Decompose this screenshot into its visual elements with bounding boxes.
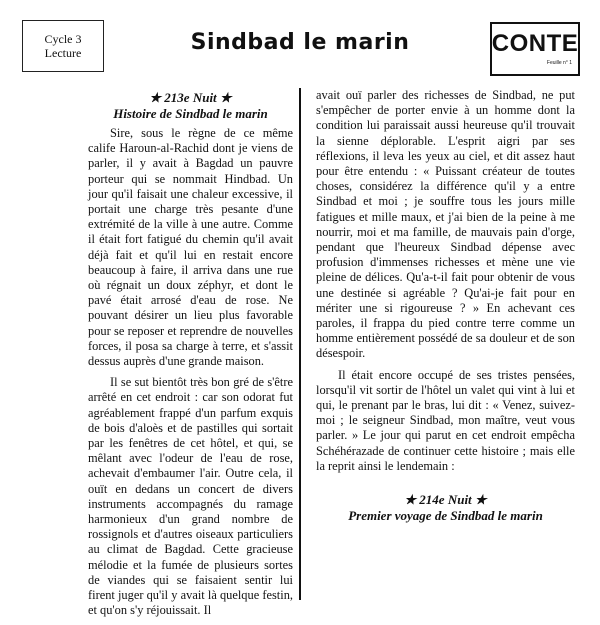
conte-label: CONTE xyxy=(491,30,579,57)
sheet-number: Feuille n° 1 xyxy=(546,60,572,66)
paragraph-1: Sire, sous le règne de ce même calife Haroun-al-Rachid dont je viens de parler, il y avait à Bagdad un pauvre porteur qui se nommait Hindbad. Un jour qu'il faisait une chaleur excessive, il portait une charge très pesante d'une extrémité de la ville à une autre. Comme il était fort fatigué du chemin qu'il avait déjà fait et qu'il lui en restait encore beaucoup à faire, il arriva dans une rue où régnait un doux zéphyr, et dont le pavé était arrosé d'eau de rose. Ne pouvant désirer un lieu plus favorable pour se reposer et reprendre de nouvelles forces, il posa sa charge à terre, et s'assit dessus auprès d'une grande maison. xyxy=(88,126,293,369)
conte-badge xyxy=(490,22,580,76)
right-column xyxy=(316,88,575,524)
paragraph-2: Il se sut bientôt très bon gré de s'être arrêté en cet endroit : car son odorat fut agréablement frappé d'un parfum exquis de bois d'aloès et de pastilles qui sortait par les fenêtres de cet hôtel, et qui, se mêlant avec l'odeur de l'eau de rose, achevait d'embaumer l'air. Outre cela, il ouït en dedans un concert de divers instruments accompagnés du ramage harmonieux d'un grand nombre de rossignols et d'autres oiseaux particuliers au climat de Bagdad. Cette gracieuse mélodie et la fumée de plusieurs sortes de viandes qui se faisaient sentir lui firent juger qu'il y avait là quelque festin, et qu'on s'y réjouissait. Il xyxy=(88,375,293,618)
night-214-heading: ★ 214e Nuit ★ xyxy=(404,492,487,508)
paragraph-4: Il était encore occupé de ses tristes pensées, lorsqu'il vit sortir de l'hôtel un valet qui vint à lui et qui, le prenant par le bras, lui dit : « Venez, suivez-moi ; le seigneur Sindbad, mon maître, veut vous parler. » Le jour qui parut en cet endroit empêcha Schéhérazade de continuer cette histoire ; mais elle la reprit ainsi le lendemain : xyxy=(316,367,575,473)
paragraph-3: avait ouï parler des richesses de Sindbad, ne put s'empêcher de porter envie à un homme dont la condition lui paraissait aussi heureuse qu'il trouvait la sienne déplorable. L'esprit aigri par ses réflexions, il leva les yeux au ciel, et dit assez haut pour être entendu : « Puissant créateur de toutes choses, considérez la différence qu'il y a entre Sindbad et moi ; je souffre tous les jours mille fatigues et mille maux, et j'ai bien de la peine à me nourrir, moi et ma famille, de mauvais pain d'orge, pendant que l'heureux Sindbad dépense avec profusion d'immenses richesses et mène une vie pleine de délices. Qu'a-t-il fait pour obtenir de vous une destinée si agréable ? Qu'ai-je fait pour en mériter une si rigoureuse ? » En achevant ces paroles, il frappa du pied contre terre comme un homme entièrement possédé de sa douleur et de son désespoir. xyxy=(316,88,575,361)
cycle-label: Cycle 3 xyxy=(44,32,82,46)
story-title: Histoire de Sindbad le marin xyxy=(113,106,268,121)
night-213-heading: ★ 213e Nuit ★ xyxy=(149,90,232,105)
column-divider xyxy=(299,88,301,600)
subject-label: Lecture xyxy=(44,46,82,60)
page-title: Sindbad le marin xyxy=(190,30,410,55)
left-column xyxy=(88,90,293,625)
cycle-box xyxy=(22,20,104,72)
voyage-title: Premier voyage de Sindbad le marin xyxy=(348,508,543,524)
